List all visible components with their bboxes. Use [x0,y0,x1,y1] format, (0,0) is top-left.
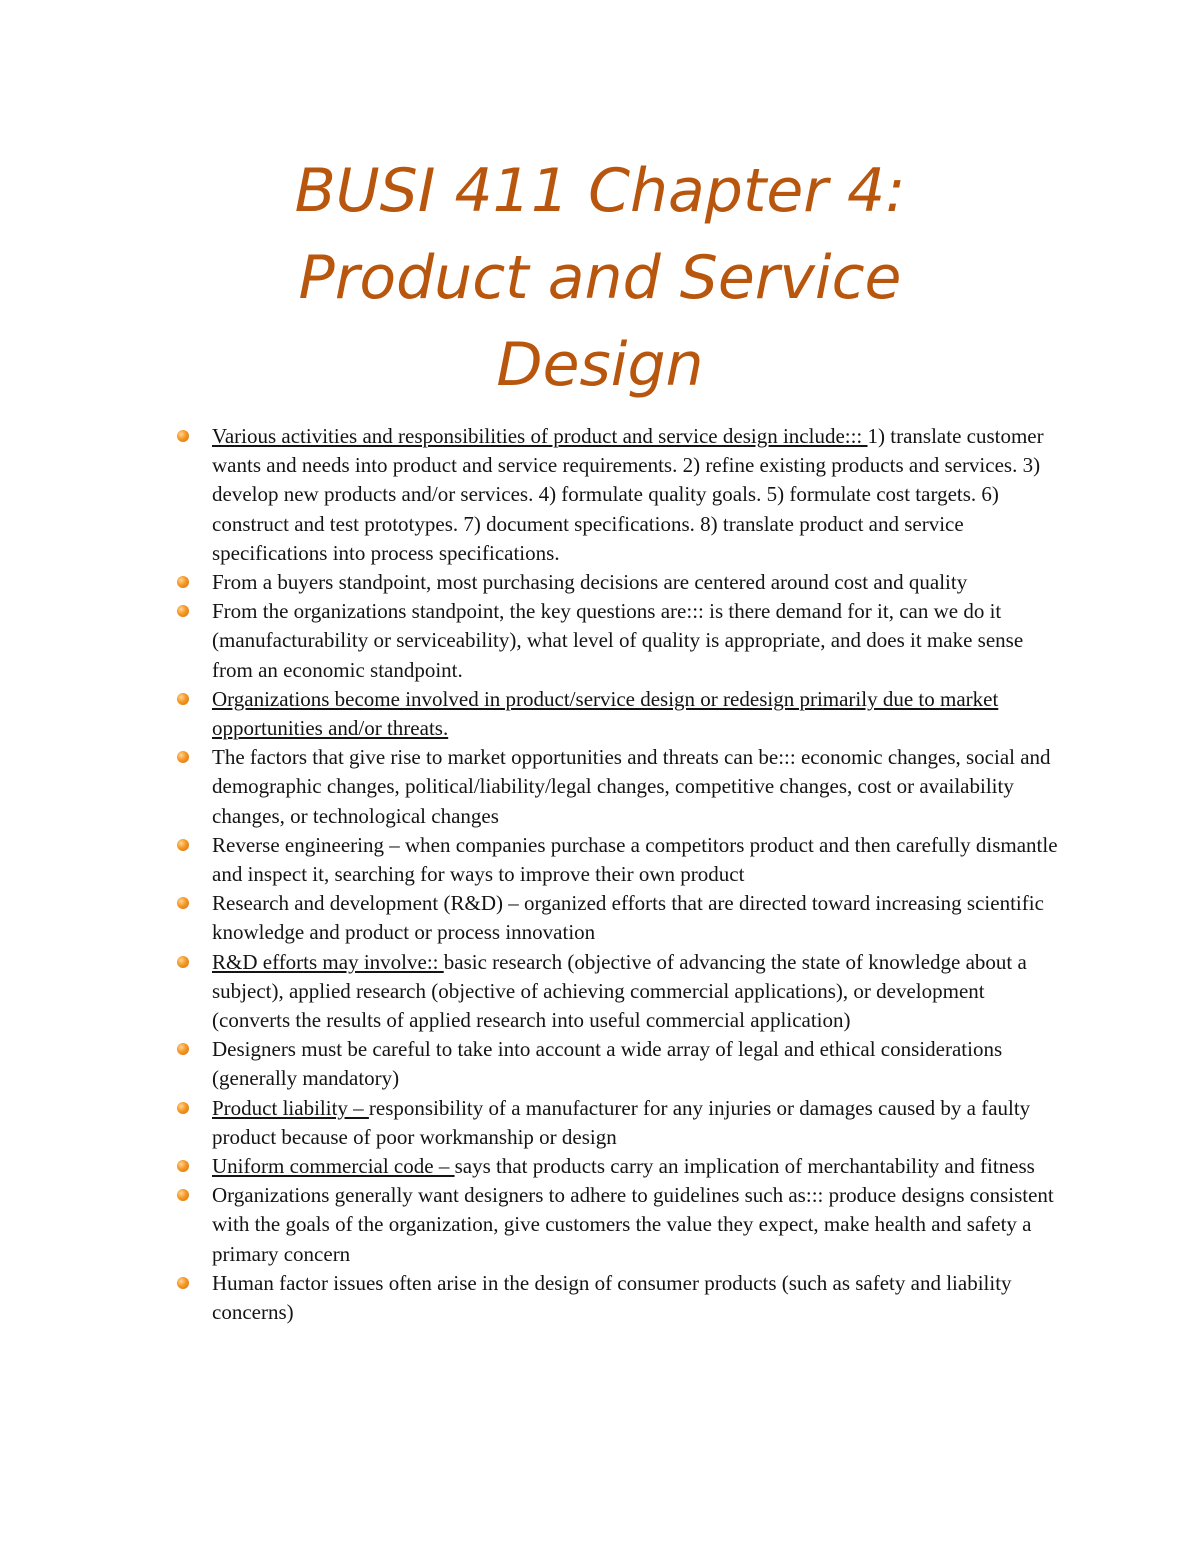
list-item [0,1269,1062,1327]
list-item [0,422,1062,568]
bullet-text: From the organizations standpoint, the key questions are::: is there demand for it, can we do it (manufacturability or serviceability), what level of quality is appropriate, and does it make sense from an economic standpoint. [212,599,1024,682]
list-item [0,889,1062,947]
title-line: Design [496,330,704,400]
list-item [0,831,1062,889]
bullet-text: The factors that give rise to market opportunities and threats can be::: economic changes, social and demographic changes, political/liability/legal changes, competitive changes, cost or availability changes, or technological changes [212,745,1051,828]
bullet-list [0,422,1200,1327]
list-item [0,1035,1062,1093]
bullet-lead: Product liability – [212,1095,369,1120]
list-item [0,1094,1062,1152]
bullet-text: Reverse engineering – when companies purchase a competitors product and then carefully dismantle and inspect it, searching for ways to improve their own product [212,832,1058,887]
bullet-text: Research and development (R&D) – organized efforts that are directed toward increasing scientific knowledge and product or process innovation [212,891,1044,945]
bullet-lead: Organizations become involved in product/service design or redesign primarily due to market opportunities and/or threats. [212,686,999,741]
orange-bullet-icon [177,839,189,851]
list-item [0,1181,1062,1269]
orange-bullet-icon [177,576,189,588]
orange-bullet-icon [177,956,189,968]
list-item [0,743,1062,831]
bullet-text: basic research (objective of advancing the state of knowledge about a subject), applied research (objective of achieving commercial applications), or development (converts the results of applied research into useful commercial application) [212,949,1027,1033]
orange-bullet-icon [177,605,189,617]
bullet-text: Human factor issues often arise in the design of consumer products (such as safety and liability concerns) [212,1270,1012,1325]
list-item [0,685,1062,743]
orange-bullet-icon [177,1102,189,1114]
list-item [0,597,1062,685]
bullet-text: Organizations generally want designers to adhere to guidelines such as::: produce designs consistent with the goals of the organization, give customers the value they expect, make health and safety a primary concern [212,1183,1054,1266]
orange-bullet-icon [177,1043,189,1055]
orange-bullet-icon [177,1189,189,1201]
list-item [0,948,1062,1036]
orange-bullet-icon [177,693,189,705]
orange-bullet-icon [177,1160,189,1172]
page-title [150,148,1050,409]
bullet-lead: R&D efforts may involve:: [212,949,444,974]
orange-bullet-icon [177,430,189,442]
orange-bullet-icon [177,751,189,763]
bullet-text: Designers must be careful to take into account a wide array of legal and ethical considerations (generally mandatory) [212,1037,1003,1091]
bullet-text: From a buyers standpoint, most purchasing decisions are centered around cost and quality [212,570,968,595]
bullet-text: 1) translate customer wants and needs into product and service requirements. 2) refine existing products and services. 3) develop new products and/or services. 4) formulate quality goals. 5) formulate cost targets. 6) construct and test prototypes. 7) document specifications. 8) translate product and service specifications into process specifications. [212,424,1044,565]
bullet-lead: Uniform commercial code – [212,1154,455,1179]
bullet-lead: Various activities and responsibilities of product and service design include::: [212,424,868,448]
title-line: Product and Service [298,243,902,313]
bullet-text: responsibility of a manufacturer for any injuries or damages caused by a faulty product because of poor workmanship or design [212,1095,1031,1149]
list-item [0,568,1062,597]
title-line: BUSI 411 Chapter 4: [294,156,906,226]
bullet-text: says that products carry an implication of merchantability and fitness [454,1154,1035,1179]
orange-bullet-icon [177,897,189,909]
list-item [0,1152,1062,1181]
orange-bullet-icon [177,1277,189,1289]
